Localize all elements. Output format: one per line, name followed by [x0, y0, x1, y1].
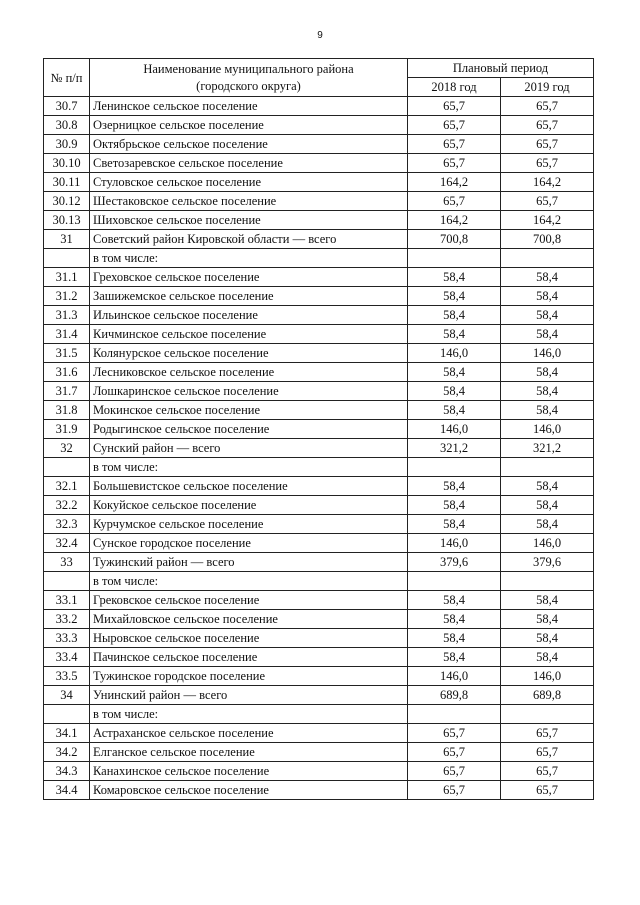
row-value-2018 — [408, 249, 501, 268]
row-name: Тужинский район — всего — [90, 553, 408, 572]
row-name: Сунский район — всего — [90, 439, 408, 458]
table-row — [44, 781, 594, 800]
row-name: в том числе: — [90, 249, 408, 268]
row-value-2018: 58,4 — [408, 325, 501, 344]
row-value-2018: 146,0 — [408, 344, 501, 363]
row-number: 30.13 — [44, 211, 90, 230]
row-number: 33.5 — [44, 667, 90, 686]
row-value-2019: 58,4 — [501, 325, 594, 344]
row-number — [44, 249, 90, 268]
row-value-2018: 58,4 — [408, 515, 501, 534]
row-value-2018: 58,4 — [408, 610, 501, 629]
header-year-2018: 2018 год — [408, 78, 501, 97]
row-value-2019: 146,0 — [501, 534, 594, 553]
row-value-2019: 65,7 — [501, 762, 594, 781]
row-number: 31.9 — [44, 420, 90, 439]
row-value-2019: 58,4 — [501, 591, 594, 610]
row-value-2019: 58,4 — [501, 629, 594, 648]
row-name: Озерницкое сельское поселение — [90, 116, 408, 135]
row-value-2019: 58,4 — [501, 610, 594, 629]
table-row — [44, 572, 594, 591]
row-value-2018: 164,2 — [408, 173, 501, 192]
row-name: Родыгинское сельское поселение — [90, 420, 408, 439]
table-row — [44, 496, 594, 515]
row-value-2019: 58,4 — [501, 363, 594, 382]
row-value-2019: 58,4 — [501, 515, 594, 534]
row-number: 33.2 — [44, 610, 90, 629]
row-value-2019: 58,4 — [501, 306, 594, 325]
table-row — [44, 648, 594, 667]
table-row — [44, 686, 594, 705]
row-name: в том числе: — [90, 572, 408, 591]
table-row — [44, 477, 594, 496]
row-value-2018: 65,7 — [408, 724, 501, 743]
row-value-2018: 65,7 — [408, 762, 501, 781]
row-number: 34.1 — [44, 724, 90, 743]
table-row — [44, 401, 594, 420]
row-number: 31.7 — [44, 382, 90, 401]
row-name: Светозаревское сельское поселение — [90, 154, 408, 173]
row-value-2018 — [408, 572, 501, 591]
table-row — [44, 382, 594, 401]
row-number: 33.3 — [44, 629, 90, 648]
row-value-2018: 146,0 — [408, 420, 501, 439]
table-row — [44, 287, 594, 306]
row-name: Унинский район — всего — [90, 686, 408, 705]
row-name: Михайловское сельское поселение — [90, 610, 408, 629]
row-value-2019: 58,4 — [501, 401, 594, 420]
row-name: Зашижемское сельское поселение — [90, 287, 408, 306]
table-row — [44, 211, 594, 230]
table-row — [44, 515, 594, 534]
row-name: Ленинское сельское поселение — [90, 97, 408, 116]
row-number: 33.1 — [44, 591, 90, 610]
row-value-2018: 65,7 — [408, 192, 501, 211]
row-value-2019: 58,4 — [501, 268, 594, 287]
row-value-2019: 65,7 — [501, 781, 594, 800]
row-number: 34.2 — [44, 743, 90, 762]
table-row — [44, 306, 594, 325]
table-body — [44, 97, 594, 800]
row-value-2018: 164,2 — [408, 211, 501, 230]
header-name — [90, 59, 408, 97]
row-name: Астраханское сельское поселение — [90, 724, 408, 743]
header-period: Плановый период — [408, 59, 594, 78]
row-number: 32 — [44, 439, 90, 458]
row-value-2019: 379,6 — [501, 553, 594, 572]
row-name: Кокуйское сельское поселение — [90, 496, 408, 515]
row-number: 31.3 — [44, 306, 90, 325]
row-value-2019 — [501, 458, 594, 477]
table-row — [44, 724, 594, 743]
row-number: 34 — [44, 686, 90, 705]
row-name: Пачинское сельское поселение — [90, 648, 408, 667]
row-value-2018: 58,4 — [408, 382, 501, 401]
table-row — [44, 173, 594, 192]
table-row — [44, 629, 594, 648]
row-name: Ильинское сельское поселение — [90, 306, 408, 325]
row-name: Октябрьское сельское поселение — [90, 135, 408, 154]
row-value-2018: 146,0 — [408, 667, 501, 686]
row-number — [44, 705, 90, 724]
row-name: Комаровское сельское поселение — [90, 781, 408, 800]
row-value-2019: 700,8 — [501, 230, 594, 249]
row-name: Греховское сельское поселение — [90, 268, 408, 287]
header-name-line2: (городского округа) — [196, 78, 301, 93]
allocation-table — [43, 58, 594, 800]
row-value-2019: 58,4 — [501, 382, 594, 401]
row-name: Грековское сельское поселение — [90, 591, 408, 610]
row-name: Канахинское сельское поселение — [90, 762, 408, 781]
row-value-2019 — [501, 705, 594, 724]
table-row — [44, 192, 594, 211]
row-number: 30.8 — [44, 116, 90, 135]
row-value-2019: 146,0 — [501, 667, 594, 686]
row-value-2019: 146,0 — [501, 420, 594, 439]
row-name: Елганское сельское поселение — [90, 743, 408, 762]
table-row — [44, 363, 594, 382]
row-name: Тужинское городское поселение — [90, 667, 408, 686]
row-name: Мокинское сельское поселение — [90, 401, 408, 420]
row-number: 31.8 — [44, 401, 90, 420]
table-row — [44, 420, 594, 439]
row-name: Шестаковское сельское поселение — [90, 192, 408, 211]
row-number: 33 — [44, 553, 90, 572]
header-year-2019: 2019 год — [501, 78, 594, 97]
row-name: Ныровское сельское поселение — [90, 629, 408, 648]
row-value-2018: 65,7 — [408, 135, 501, 154]
row-number: 30.10 — [44, 154, 90, 173]
row-value-2018: 65,7 — [408, 97, 501, 116]
row-value-2018 — [408, 458, 501, 477]
row-name: Лошкаринское сельское поселение — [90, 382, 408, 401]
row-number: 30.12 — [44, 192, 90, 211]
row-value-2019: 321,2 — [501, 439, 594, 458]
table-row — [44, 762, 594, 781]
row-name: Кичминское сельское поселение — [90, 325, 408, 344]
row-number: 30.9 — [44, 135, 90, 154]
row-number: 34.3 — [44, 762, 90, 781]
table-row — [44, 610, 594, 629]
row-value-2019: 65,7 — [501, 97, 594, 116]
table-row — [44, 705, 594, 724]
row-value-2019: 58,4 — [501, 648, 594, 667]
row-name: Стуловское сельское поселение — [90, 173, 408, 192]
row-value-2018: 58,4 — [408, 268, 501, 287]
row-value-2019: 164,2 — [501, 211, 594, 230]
table-row — [44, 743, 594, 762]
row-value-2019: 146,0 — [501, 344, 594, 363]
table-row — [44, 268, 594, 287]
row-number: 31.6 — [44, 363, 90, 382]
table-row — [44, 344, 594, 363]
row-value-2019: 58,4 — [501, 477, 594, 496]
table-row — [44, 325, 594, 344]
row-value-2018: 58,4 — [408, 591, 501, 610]
row-name: Курчумское сельское поселение — [90, 515, 408, 534]
row-value-2019: 164,2 — [501, 173, 594, 192]
row-number: 32.3 — [44, 515, 90, 534]
row-value-2019: 65,7 — [501, 743, 594, 762]
page-number: 9 — [317, 30, 323, 41]
table-row — [44, 116, 594, 135]
row-number: 32.1 — [44, 477, 90, 496]
row-value-2019 — [501, 249, 594, 268]
table-row — [44, 591, 594, 610]
table-row — [44, 439, 594, 458]
row-number: 31.4 — [44, 325, 90, 344]
row-number — [44, 458, 90, 477]
row-value-2018: 65,7 — [408, 743, 501, 762]
table-row — [44, 249, 594, 268]
row-value-2018: 65,7 — [408, 116, 501, 135]
row-value-2018: 58,4 — [408, 629, 501, 648]
row-value-2018 — [408, 705, 501, 724]
row-number — [44, 572, 90, 591]
row-value-2018: 58,4 — [408, 401, 501, 420]
row-value-2019 — [501, 572, 594, 591]
row-number: 30.11 — [44, 173, 90, 192]
row-name: Лесниковское сельское поселение — [90, 363, 408, 382]
row-value-2018: 146,0 — [408, 534, 501, 553]
row-value-2018: 321,2 — [408, 439, 501, 458]
row-number: 32.2 — [44, 496, 90, 515]
row-value-2018: 700,8 — [408, 230, 501, 249]
row-name: в том числе: — [90, 705, 408, 724]
row-value-2019: 65,7 — [501, 192, 594, 211]
row-number: 33.4 — [44, 648, 90, 667]
table-row — [44, 230, 594, 249]
row-value-2018: 379,6 — [408, 553, 501, 572]
row-value-2019: 65,7 — [501, 135, 594, 154]
row-value-2019: 65,7 — [501, 116, 594, 135]
header-name-line1: Наименование муниципального района — [143, 61, 354, 76]
table-header-row — [44, 59, 594, 78]
table-row — [44, 553, 594, 572]
row-number: 34.4 — [44, 781, 90, 800]
row-value-2018: 58,4 — [408, 496, 501, 515]
row-value-2018: 689,8 — [408, 686, 501, 705]
header-num: № п/п — [44, 59, 90, 97]
row-name: Большевистское сельское поселение — [90, 477, 408, 496]
row-value-2019: 58,4 — [501, 287, 594, 306]
table-row — [44, 154, 594, 173]
table-row — [44, 135, 594, 154]
row-number: 32.4 — [44, 534, 90, 553]
row-value-2018: 65,7 — [408, 781, 501, 800]
row-name: Сунское городское поселение — [90, 534, 408, 553]
table-row — [44, 667, 594, 686]
row-number: 31.1 — [44, 268, 90, 287]
row-value-2018: 58,4 — [408, 287, 501, 306]
row-value-2018: 58,4 — [408, 648, 501, 667]
row-value-2019: 58,4 — [501, 496, 594, 515]
row-number: 31.2 — [44, 287, 90, 306]
row-value-2019: 65,7 — [501, 154, 594, 173]
row-name: Шиховское сельское поселение — [90, 211, 408, 230]
row-value-2019: 65,7 — [501, 724, 594, 743]
row-value-2018: 58,4 — [408, 477, 501, 496]
row-name: в том числе: — [90, 458, 408, 477]
row-value-2018: 58,4 — [408, 363, 501, 382]
row-number: 30.7 — [44, 97, 90, 116]
row-name: Колянурское сельское поселение — [90, 344, 408, 363]
row-value-2019: 689,8 — [501, 686, 594, 705]
table-row — [44, 97, 594, 116]
row-number: 31.5 — [44, 344, 90, 363]
table-row — [44, 458, 594, 477]
table-row — [44, 534, 594, 553]
row-value-2018: 58,4 — [408, 306, 501, 325]
row-value-2018: 65,7 — [408, 154, 501, 173]
row-name: Советский район Кировской области — всего — [90, 230, 408, 249]
row-number: 31 — [44, 230, 90, 249]
